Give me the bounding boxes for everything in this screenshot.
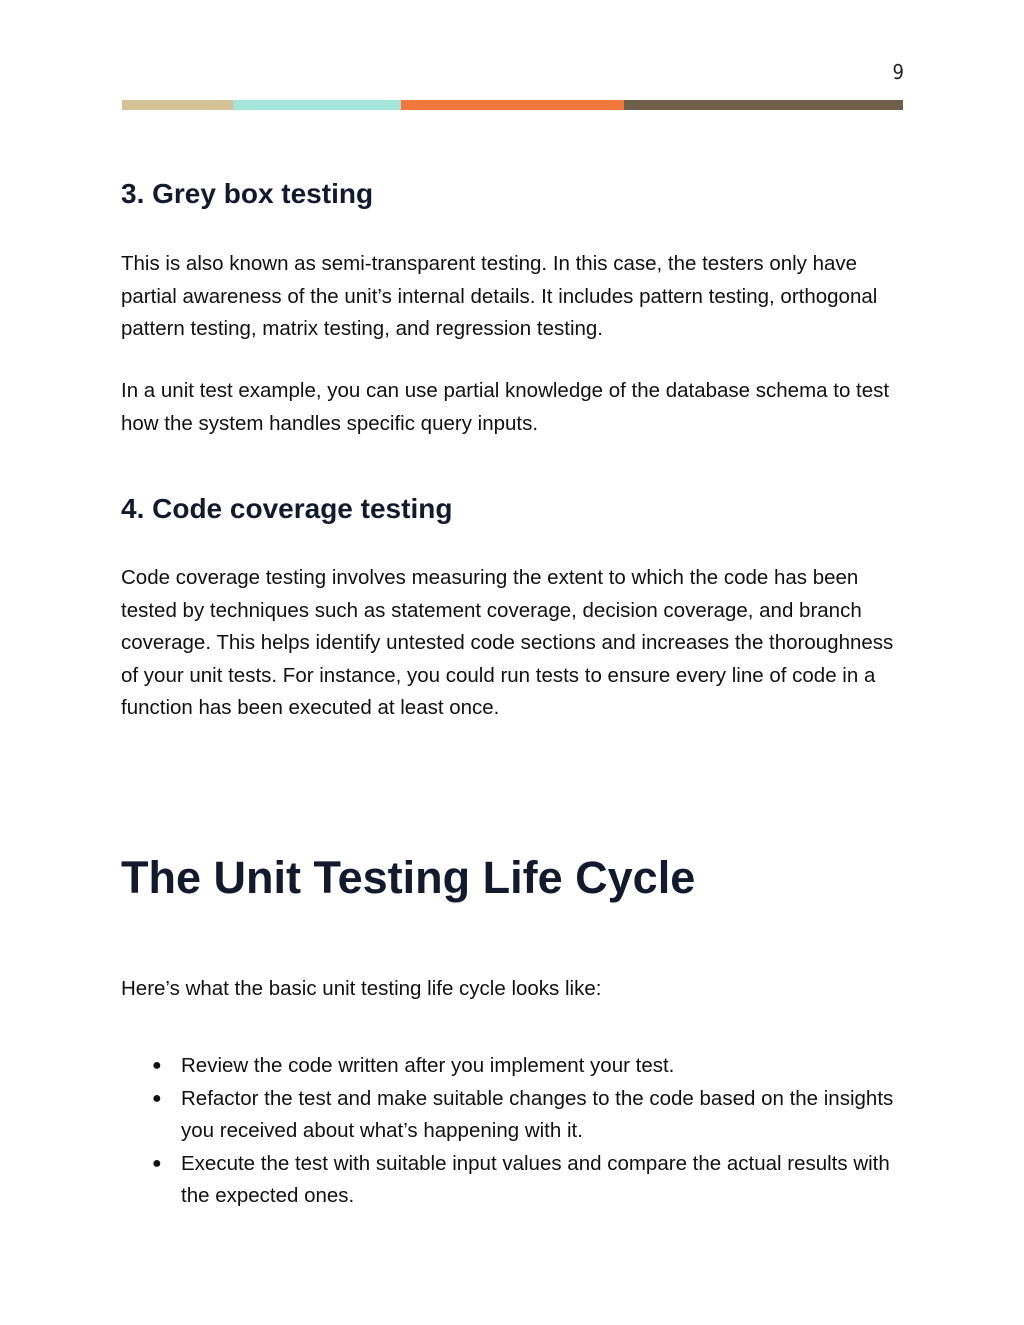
color-bar-segment-tan xyxy=(122,100,233,110)
list-item-text: Execute the test with suitable input values and compare the actual results with the expected ones. xyxy=(181,1151,890,1207)
life-cycle-list xyxy=(121,1050,911,1213)
code-coverage-paragraph: Code coverage testing involves measuring the extent to which the code has been tested by techniques such as statement coverage, decision coverage, and branch coverage. This helps identify untested code sections and increases the thoroughness of your unit tests. For instance, you could run tests to ensure every line of code in a function has been executed at least once. xyxy=(121,566,894,719)
grey-box-paragraph-1: This is also known as semi-transparent testing. In this case, the testers only have partial awareness of the unit’s internal details. It includes pattern testing, orthogonal pattern testing, matrix testing, and regression testing. xyxy=(121,252,878,340)
list-item xyxy=(121,1050,911,1083)
list-item-text: Refactor the test and make suitable changes to the code based on the insights you received about what’s happening with it. xyxy=(181,1086,894,1142)
section-heading-grey-box: 3. Grey box testing xyxy=(121,178,374,209)
header-color-bar xyxy=(122,100,903,110)
page-number: 9 xyxy=(892,60,904,84)
life-cycle-intro: Here’s what the basic unit testing life cycle looks like: xyxy=(121,977,602,1000)
bullet-icon: ● xyxy=(152,1154,162,1172)
bullet-icon: ● xyxy=(152,1057,162,1074)
bullet-icon: ● xyxy=(152,1089,162,1107)
list-item xyxy=(121,1083,911,1148)
main-section-title: The Unit Testing Life Cycle xyxy=(121,852,696,903)
color-bar-segment-mint xyxy=(233,100,401,110)
list-item-text: Review the code written after you implement your test. xyxy=(181,1054,675,1077)
list-item xyxy=(121,1148,911,1213)
grey-box-paragraph-2: In a unit test example, you can use partial knowledge of the database schema to test how the system handles specific query inputs. xyxy=(121,379,890,435)
color-bar-segment-brown xyxy=(624,100,903,110)
section-heading-code-coverage: 4. Code coverage testing xyxy=(121,493,453,524)
color-bar-segment-orange xyxy=(401,100,624,110)
